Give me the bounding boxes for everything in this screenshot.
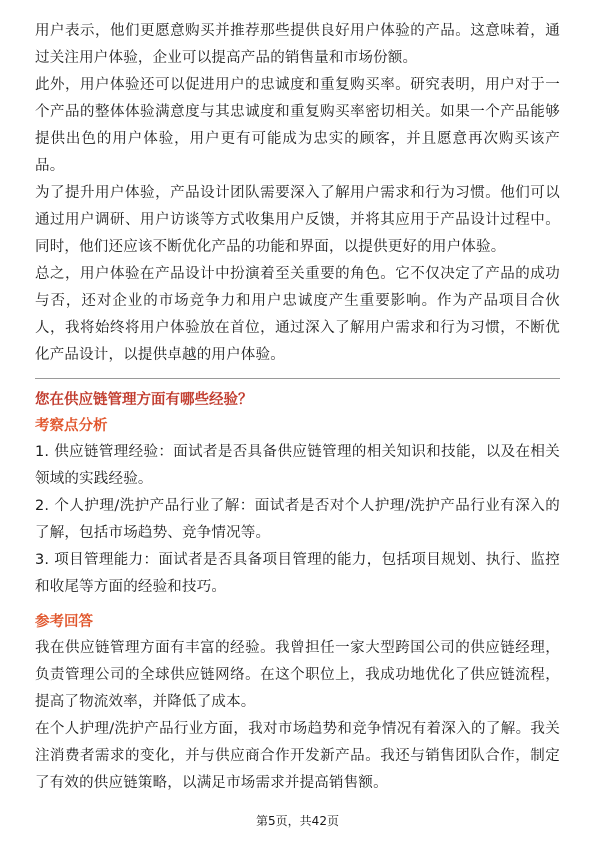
- analysis-heading: 考察点分析: [35, 418, 108, 434]
- answer-heading: 参考回答: [35, 614, 93, 630]
- answer-paragraph: 在个人护理/洗护产品行业方面，我对市场趋势和竞争情况有着深入的了解。我关注消费者需求的变化，并与供应商合作开发新产品。我还与销售团队合作，制定了有效的供应链策略，以满足市场需求并提高销售额。: [35, 721, 560, 791]
- page-number: 第5页，共42页: [256, 814, 339, 828]
- analysis-item: 3. 项目管理能力：面试者是否具备项目管理的能力，包括项目规划、执行、监控和收尾等方面的经验和技巧。: [35, 552, 560, 595]
- answer-paragraph: 我在供应链管理方面有丰富的经验。我曾担任一家大型跨国公司的供应链经理，负责管理公司的全球供应链网络。在这个职位上，我成功地优化了供应链流程，提高了物流效率，并降低了成本。: [35, 640, 560, 710]
- question-heading: 您在供应链管理方面有哪些经验？: [35, 392, 253, 408]
- section-divider: [35, 378, 560, 379]
- body-paragraph: 用户表示，他们更愿意购买并推荐那些提供良好用户体验的产品。这意味着，通过关注用户体验，企业可以提高产品的销售量和市场份额。: [35, 23, 560, 66]
- body-paragraph: 为了提升用户体验，产品设计团队需要深入了解用户需求和行为习惯。他们可以通过用户调研、用户访谈等方式收集用户反馈，并将其应用于产品设计过程中。同时，他们还应该不断优化产品的功能和界面，以提供更好的用户体验。: [35, 185, 560, 255]
- document-page: [35, 18, 560, 797]
- analysis-item: 1. 供应链管理经验：面试者是否具备供应链管理的相关知识和技能，以及在相关领域的实践经验。: [35, 444, 560, 487]
- body-paragraph: 总之，用户体验在产品设计中扮演着至关重要的角色。它不仅决定了产品的成功与否，还对企业的市场竞争力和用户忠诚度产生重要影响。作为产品项目合伙人，我将始终将用户体验放在首位，通过深入了解用户需求和行为习惯，不断优化产品设计，以提供卓越的用户体验。: [35, 266, 560, 363]
- body-paragraph: 此外，用户体验还可以促进用户的忠诚度和重复购买率。研究表明，用户对于一个产品的整体体验满意度与其忠诚度和重复购买率密切相关。如果一个产品能够提供出色的用户体验，用户更有可能成为忠实的顾客，并且愿意再次购买该产品。: [35, 77, 560, 174]
- analysis-item: 2. 个人护理/洗护产品行业了解：面试者是否对个人护理/洗护产品行业有深入的了解，包括市场趋势、竞争情况等。: [35, 498, 560, 541]
